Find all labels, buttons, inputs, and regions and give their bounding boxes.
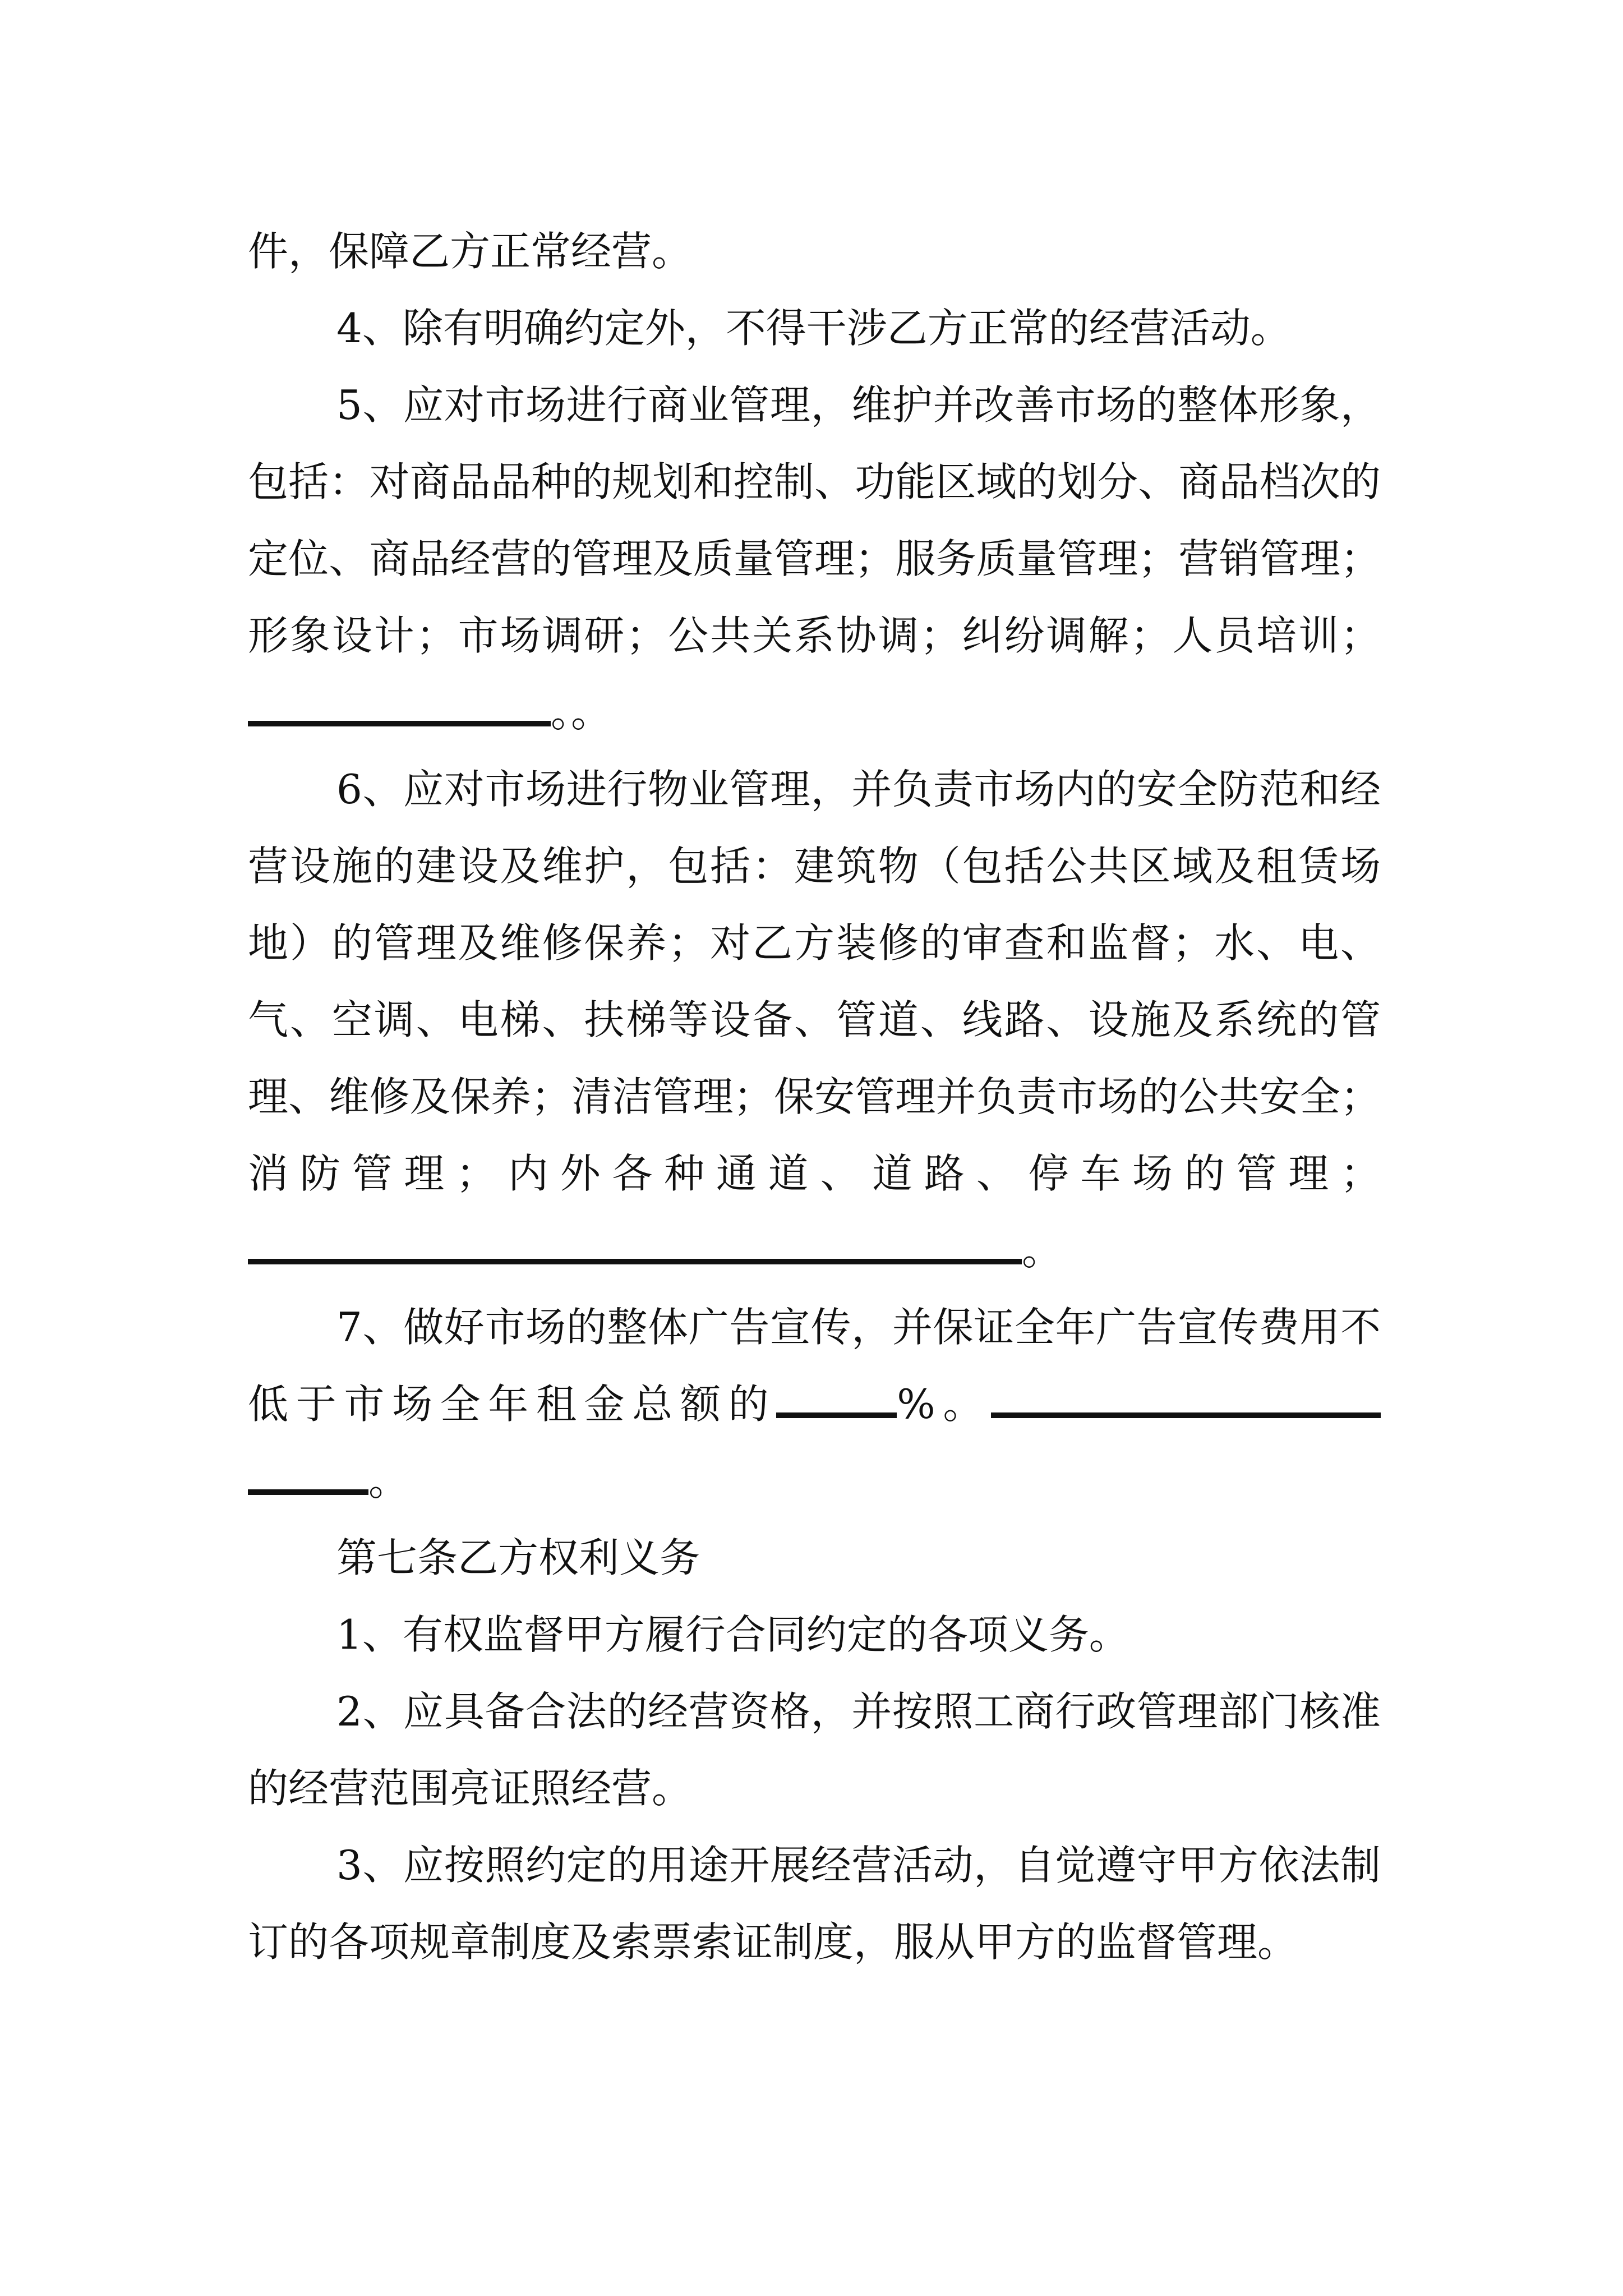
fill-in-blank-continued	[248, 1458, 368, 1495]
fill-in-blank	[248, 689, 551, 726]
clause-5: 5、应对市场进行商业管理，维护并改善市场的整体形象，包括：对商品品种的规划和控制、功能区域的划分、商品档次的定位、商品经营的管理及质量管理；服务质量管理；营销管理；形象设计；市场调研；公共关系协调；纠纷调解；人员培训；。。	[248, 381, 1381, 736]
clause-6: 6、应对市场进行物业管理，并负责市场内的安全防范和经营设施的建设及维护，包括：建筑物（包括公共区域及租赁场地）的管理及维修保养；对乙方装修的审查和监督；水、电、气、空调、电梯、扶梯等设备、管道、线路、设施及系统的管理、维修及保养；清洁管理；保安管理并负责市场的公共安全；消防管理；内外各种通道、道路、停车场的管理；。	[248, 766, 1381, 1274]
percentage-blank	[776, 1381, 897, 1418]
fill-in-blank	[248, 1227, 1022, 1264]
fill-in-blank	[991, 1381, 1381, 1418]
document-body	[248, 213, 1381, 1981]
article-7-heading: 第七条乙方权利义务	[336, 1534, 700, 1581]
party-b-clause-2: 2、应具备合法的经营资格，并按照工商行政管理部门核准的经营范围亮证照经营。	[248, 1688, 1381, 1812]
paragraph-continuation: 件，保障乙方正常经营。	[248, 228, 693, 275]
party-b-clause-3: 3、应按照约定的用途开展经营活动，自觉遵守甲方依法制订的各项规章制度及索票索证制度，服从甲方的监督管理。	[248, 1842, 1381, 1966]
clause-7: 7、做好市场的整体广告宣传，并保证全年广告宣传费用不低于市场全年租金总额的 %。。	[248, 1304, 1381, 1504]
party-b-clause-1: 1、有权监督甲方履行合同约定的各项义务。	[336, 1611, 1129, 1658]
clause-4: 4、除有明确约定外，不得干涉乙方正常的经营活动。	[336, 305, 1291, 352]
